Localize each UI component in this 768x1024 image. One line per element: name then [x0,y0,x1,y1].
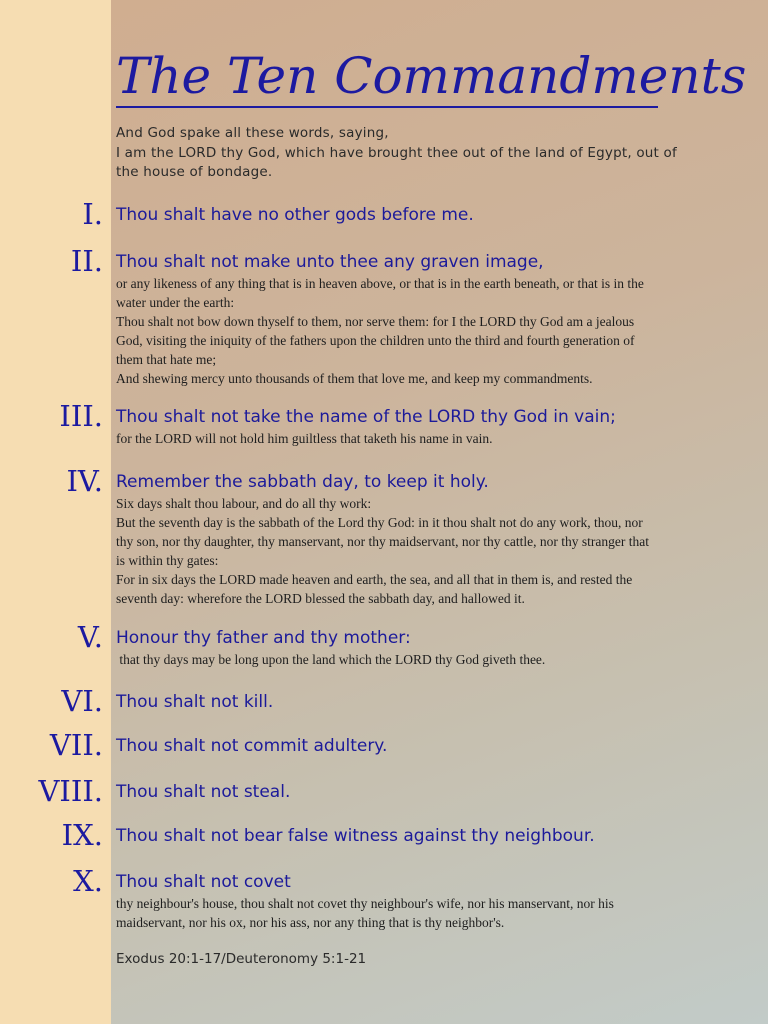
body-line: And shewing mercy unto thousands of them that love me, and keep my commandments. [116,371,593,386]
body-line: that thy days may be long upon the land which the LORD thy God giveth thee. [116,652,546,667]
body-line: maidservant, nor his ox, nor his ass, nor any thing that is thy neighbor's. [116,915,505,930]
body-line: is within thy gates: [116,553,219,568]
body-line: or any likeness of any thing that is in heaven above, or that is in the earth beneath, or that is in the [116,276,644,291]
commandment-heading: Thou shalt not covet [116,872,291,892]
commandment-heading: Thou shalt not commit adultery. [116,736,388,756]
body-line: for the LORD will not hold him guiltless that taketh his name in vain. [116,431,493,446]
commandment-heading: Thou shalt not steal. [116,782,291,802]
commandment-numeral: VII. [49,728,103,762]
body-line: them that hate me; [116,352,217,367]
page-title: The Ten Commandments [116,48,658,108]
commandment-body [116,894,716,932]
commandment-heading: Thou shalt not kill. [116,692,274,712]
commandment-numeral: VI. [61,684,103,718]
intro-paragraph [116,124,716,183]
commandment-numeral: II. [70,244,103,278]
commandment-heading: Thou shalt not take the name of the LORD thy God in vain; [116,407,616,427]
body-line: Thou shalt not bow down thyself to them, nor serve them: for I the LORD thy God am a jealous [116,314,635,329]
commandment-numeral: VIII. [38,774,103,808]
commandment-body [116,429,716,448]
body-line: For in six days the LORD made heaven and earth, the sea, and all that in them is, and rested the [116,572,633,587]
body-line: thy son, nor thy daughter, thy manservant, nor thy maidservant, nor thy cattle, nor thy stranger that [116,534,649,549]
commandment-heading: Honour thy father and thy mother: [116,628,411,648]
body-line: But the seventh day is the sabbath of the Lord thy God: in it thou shalt not do any work, thou, nor [116,515,643,530]
commandment-body [116,274,716,388]
commandment-heading: Thou shalt not make unto thee any graven image, [116,252,544,272]
intro-line: the house of bondage. [116,164,273,180]
commandment-heading: Thou shalt have no other gods before me. [116,205,474,225]
scripture-reference: Exodus 20:1-17/Deuteronomy 5:1-21 [116,951,367,967]
commandment-numeral: V. [77,620,103,654]
commandment-numeral: IV. [66,464,103,498]
body-line: Six days shalt thou labour, and do all thy work: [116,496,372,511]
body-line: God, visiting the iniquity of the fathers upon the children unto the third and fourth generation of [116,333,635,348]
commandment-body [116,494,716,608]
body-line: seventh day: wherefore the LORD blessed the sabbath day, and hallowed it. [116,591,525,606]
body-line: water under the earth: [116,295,235,310]
commandment-heading: Thou shalt not bear false witness against thy neighbour. [116,826,595,846]
commandment-heading: Remember the sabbath day, to keep it holy. [116,472,489,492]
commandment-numeral: X. [73,864,103,898]
body-line: thy neighbour's house, thou shalt not covet thy neighbour's wife, nor his manservant, nor his [116,896,614,911]
intro-line: And God spake all these words, saying, [116,125,389,141]
commandment-numeral: IX. [61,818,103,852]
commandment-numeral: III. [59,399,103,433]
commandment-body [116,650,716,669]
commandment-numeral: I. [82,197,103,231]
intro-line: I am the LORD thy God, which have brought thee out of the land of Egypt, out of [116,144,677,161]
